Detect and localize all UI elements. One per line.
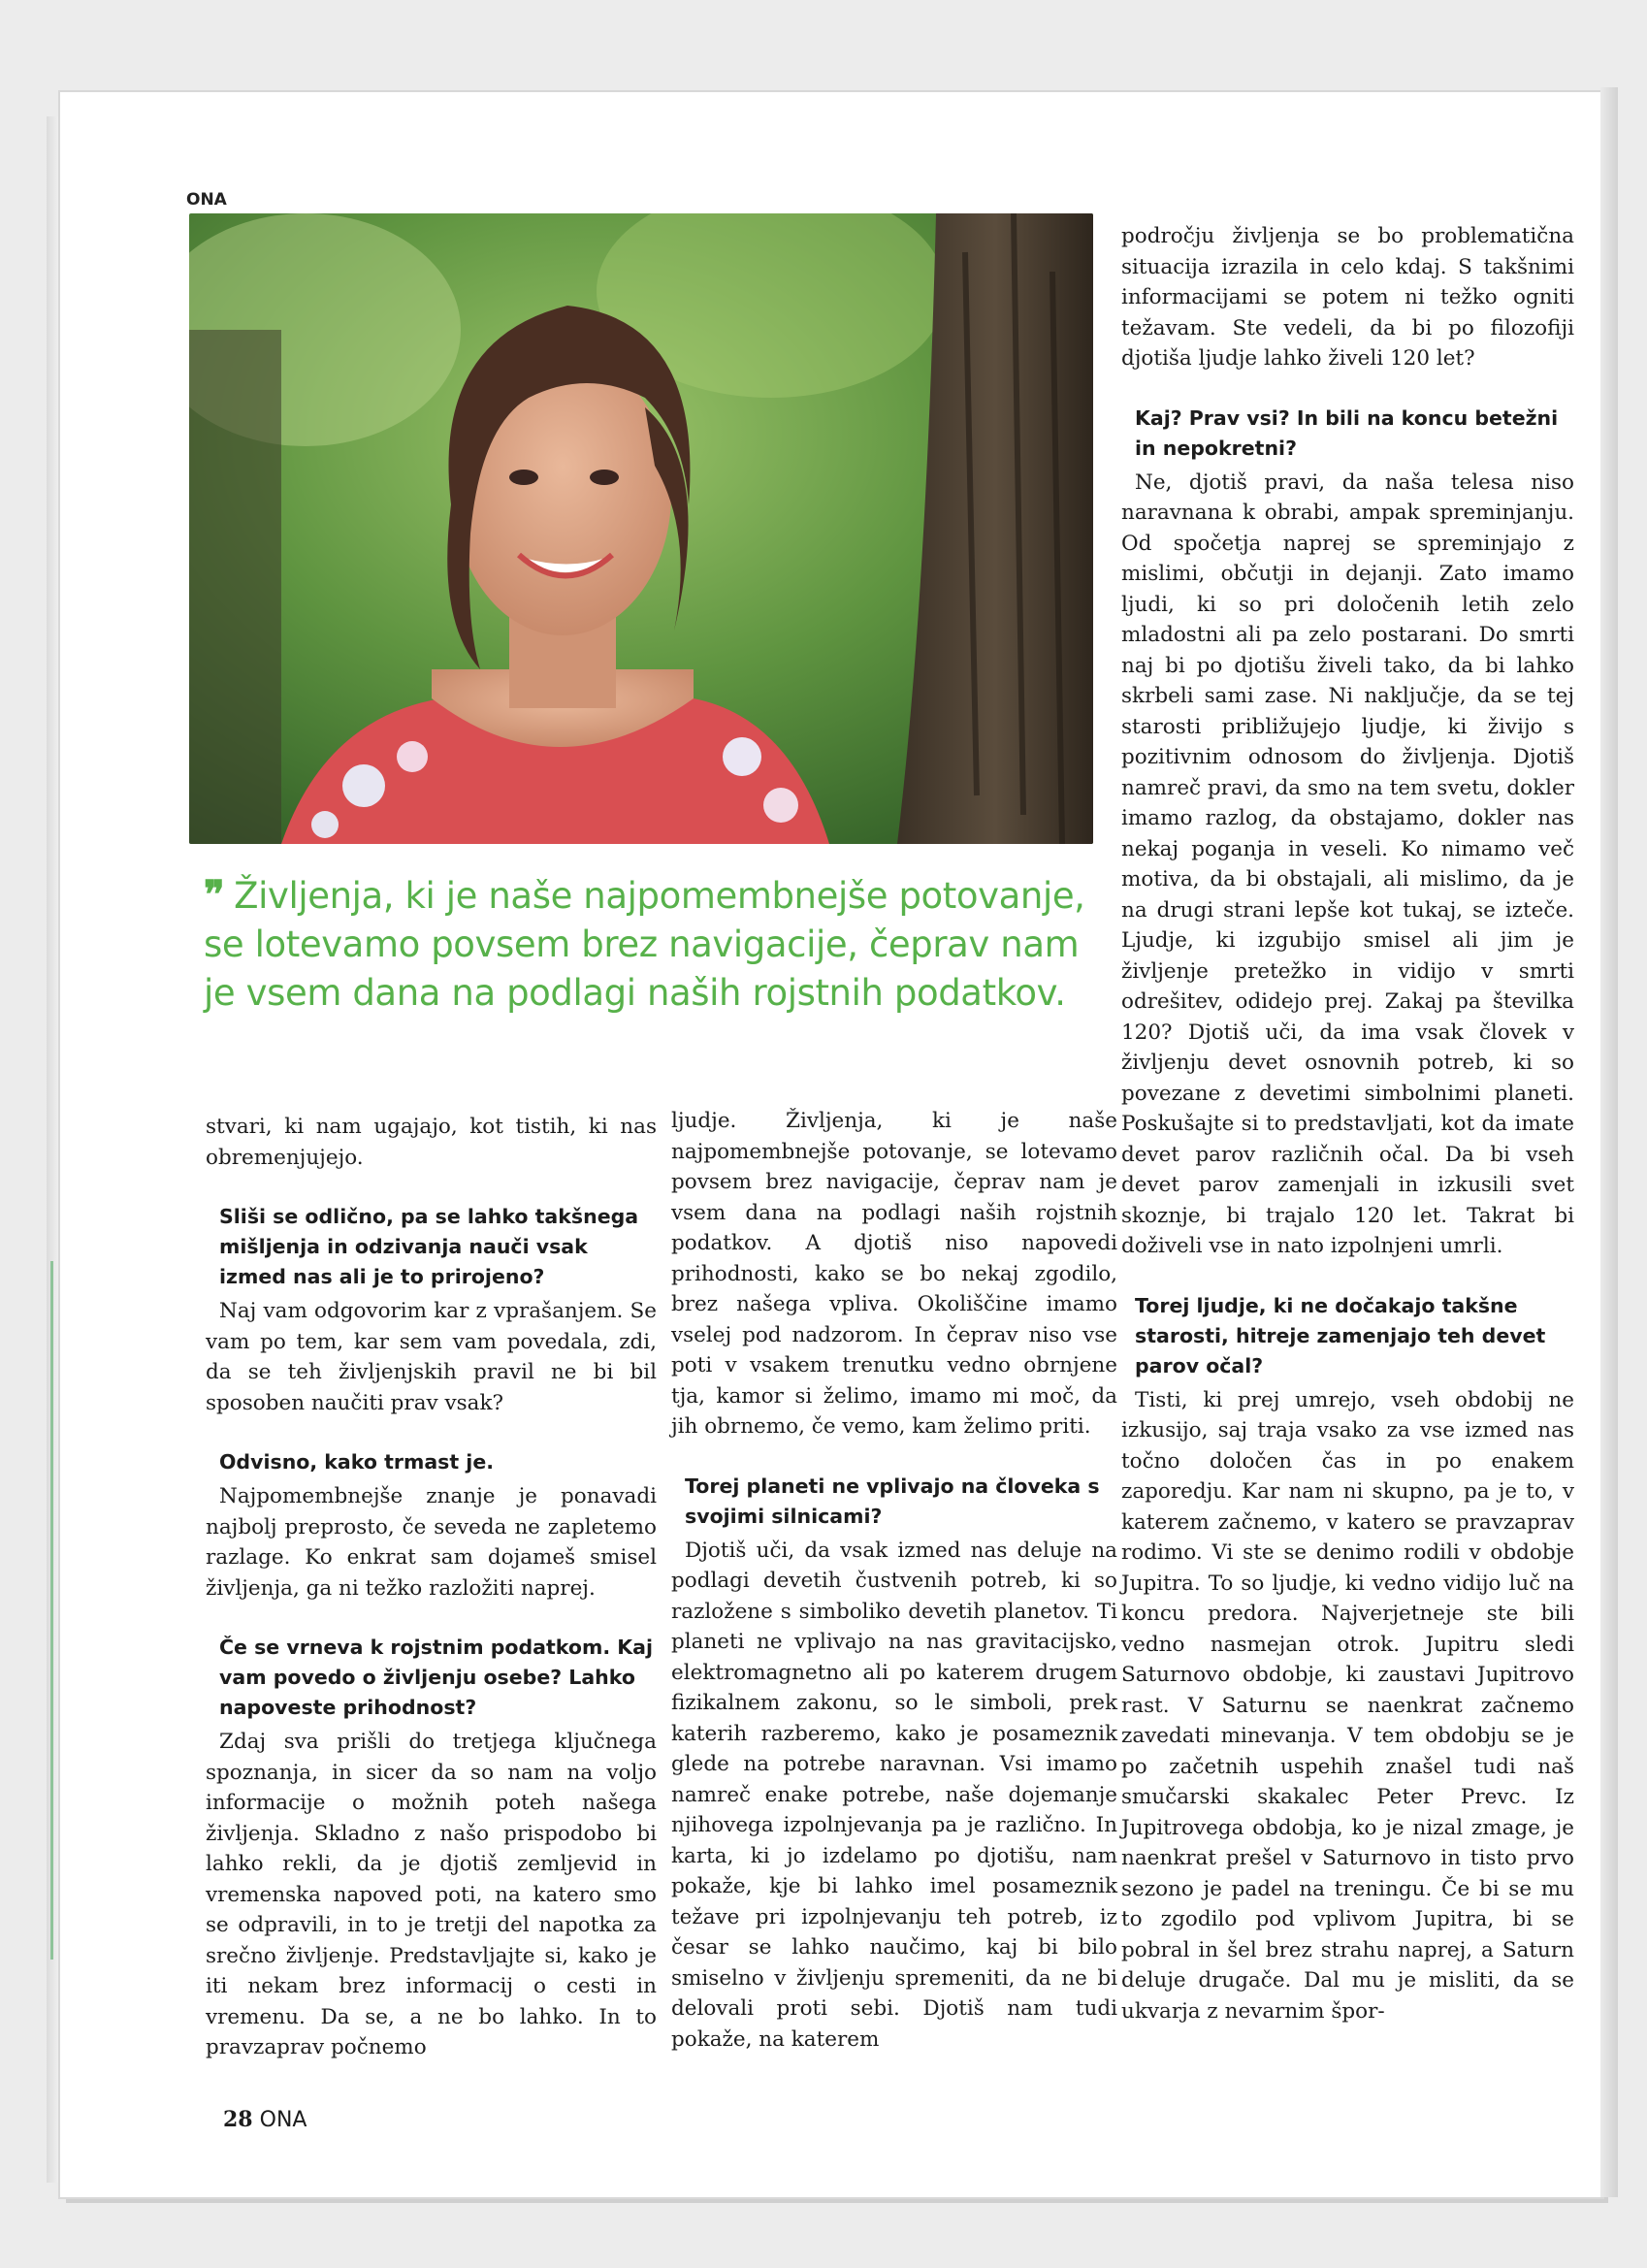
text-column-2 <box>671 1106 1117 2055</box>
interview-answer: Zdaj sva prišli do tretjega ključnega spoznanja, in sicer da so nam na voljo informacije o možnih poteh našega življenja. Skladno z našo prispodobo bi lahko rekli, da je djotiš zemljevid in vremenska napoved poti, na katero smo se odpravili, in to je tretji del napotka za srečno življenje. Predstavljajte si, kako je iti nekam brez informacij o cesti in vremenu. Da se, a ne bo lahko. In to pravzaprav počnemo <box>206 1730 657 2059</box>
interview-question: Sliši se odlično, pa se lahko takšnega mišljenja in odzivanja nauči vsak izmed nas ali je to prirojeno? <box>219 1205 639 1288</box>
paragraph: stvari, ki nam ugajajo, kot tistih, ki nas obremenjujejo. <box>206 1115 657 1170</box>
page-edge-right <box>1600 87 1618 2197</box>
decorative-line <box>50 1261 53 1960</box>
paragraph: ljudje. Življenja, ki je naše najpomembnejše potovanje, se lotevamo povsem brez navigacije, čeprav nam je vsem dana na podlagi naših rojstnih podatkov. A djotiš niso napovedi prihodnosti, kako se bo nekaj zgodilo, brez našega vpliva. Okoliščine imamo vselej pod nadzorom. In čeprav niso vse poti v vsakem trenutku vedno obrnjene tja, kamor si želimo, imamo mi moč, da jih obrnemo, če vemo, kam želimo priti. <box>671 1109 1117 1439</box>
page-number: 28 <box>223 2107 253 2132</box>
interview-question: Torej ljudje, ki ne dočakajo takšne starosti, hitreje zamenjajo teh devet parov očal? <box>1135 1293 1546 1377</box>
portrait-photo <box>189 213 1093 844</box>
section-label: ONA <box>186 190 227 210</box>
interview-answer: Tisti, ki prej umrejo, vseh obdobij ne izkusijo, saj traja vsako za vse izmed nas točno določen čas in po enakem zaporedju. Kar nam ni skupno, pa je to, v katerem začnemo, v katero se pravzaprav rodimo. Vi ste se denimo rodili v obdobje Jupitra. To so ljudje, ki vedno vidijo luč na koncu predora. Najverjetneje ste bili vedno nasmejan otrok. Jupitru sledi Saturnovo obdobje, ki zaustavi Jupitrovo rast. V Saturnu se naenkrat začnemo zavedati minevanja. V tem obdobju se je po začetnih uspehih znašel tudi naš smučarski skakalec Peter Prevc. Iz Jupitrovega obdobja, ko je nizal zmage, je naenkrat prešel v Saturnovo in tisto prvo sezono je padel na treningu. Če bi se mu to zgodilo pod vplivom Jupitra, bi se pobral in šel brez strahu naprej, a Saturn deluje drugače. Dal mu je misliti, da se ukvarja z nevarnim špor- <box>1121 1387 1574 2024</box>
interview-answer: Ne, djotiš pravi, da naša telesa niso naravnana k obrabi, ampak spreminjanju. Od spočetja naprej se spreminjajo z mislimi, občutji in dejanji. Zato imamo ljudi, ki so pri določenih letih zelo mladostni ali pa zelo postarani. Do smrti naj bi po djotišu živeli tako, da bi lahko skrbeli sami zase. Ni naključje, da se tej starosti približujejo ljudje, ki živijo s pozitivnim odnosom do življenja. Djotiš namreč pravi, da smo na tem svetu, dokler imamo razlog, da obstajamo, dokler nas nekaj poganja in veseli. Ko nimamo več motiva, da bi obstajali, ali mislimo, da je na drugi strani lepše kot tukaj, se izteče. Ljudje, ki izgubijo smisel ali jim je življenje pretežko in vidijo v smrti odrešitev, odidejo prej. Zakaj pa številka 120? Djotiš uči, da ima vsak človek v življenju devet osnovnih potreb, ki so povezane z devetimi simbolnimi planeti. Poskušajte si to predstavljati, kot da imate devet parov različnih očal. Da bi vseh devet parov zamenjali in izkusili svet skoznje, bi trajalo 120 let. Takrat bi doživeli vse in nato izpolnjeni umrli. <box>1121 470 1574 1258</box>
interview-answer: Najpomembnejše znanje je ponavadi najbolj preprosto, če seveda ne zapletemo razlage. Ko enkrat sam dojameš smisel življenja, ga ni težko razložiti naprej. <box>206 1484 657 1601</box>
text-column-3 <box>1121 221 1574 2026</box>
interview-answer: Djotiš uči, da vsak izmed nas deluje na podlagi devetih čustvenih potreb, ki so razložene s simboliko devetih planetov. Ti planeti ne vplivajo na nas gravitacijsko, elektromagnetno ali po katerem drugem fizikalnem zakonu, so le simboli, prek katerih razberemo, kako je posameznik glede na potrebe naravnan. Vsi imamo namreč enake potrebe, naše dojemanje njihovega izpolnjevanja pa je različno. In karta, ki jo izdelamo po djotišu, nam pokaže, kje bi lahko imel posameznik težave pri izpolnjevanju teh potreb, iz česar se lahko naučimo, kaj bi bilo smiselno v življenju spremeniti, da ne bi delovali proti sebi. Djotiš nam tudi pokaže, na katerem <box>671 1538 1117 2052</box>
interview-answer: Naj vam odgovorim kar z vprašanjem. Se vam po tem, kar sem vam povedala, zdi, da se teh življenjskih pravil ne bi bil sposoben naučiti prav vsak? <box>206 1299 657 1415</box>
interview-question: Torej planeti ne vplivajo na človeka s svojimi silnicami? <box>685 1474 1100 1528</box>
pull-quote-text: Življenja, ki je naše najpomembnejše potovanje, se lotevamo povsem brez navigacije, čeprav nam je vsem dana na podlagi naših rojstnih podatkov. <box>204 875 1085 1014</box>
paragraph: področju življenja se bo problematična situacija izrazila in celo kdaj. S takšnimi informacijami se potem ni težko ogniti težavam. Ste vedeli, da bi po filozofiji djotiša ljudje lahko živeli 120 let? <box>1121 224 1574 371</box>
interview-question: Če se vrneva k rojstnim podatkom. Kaj vam povedo o življenju osebe? Lahko napoveste prihodnost? <box>219 1636 654 1719</box>
quote-mark-icon: ❞ <box>204 872 225 918</box>
pull-quote <box>204 871 1115 1018</box>
text-column-1 <box>206 1112 657 2063</box>
magazine-name: ONA <box>259 2108 307 2132</box>
interview-question: Odvisno, kako trmast je. <box>219 1450 495 1474</box>
page-footer <box>223 2107 307 2132</box>
interview-question: Kaj? Prav vsi? In bili na koncu betežni in nepokretni? <box>1135 405 1559 460</box>
